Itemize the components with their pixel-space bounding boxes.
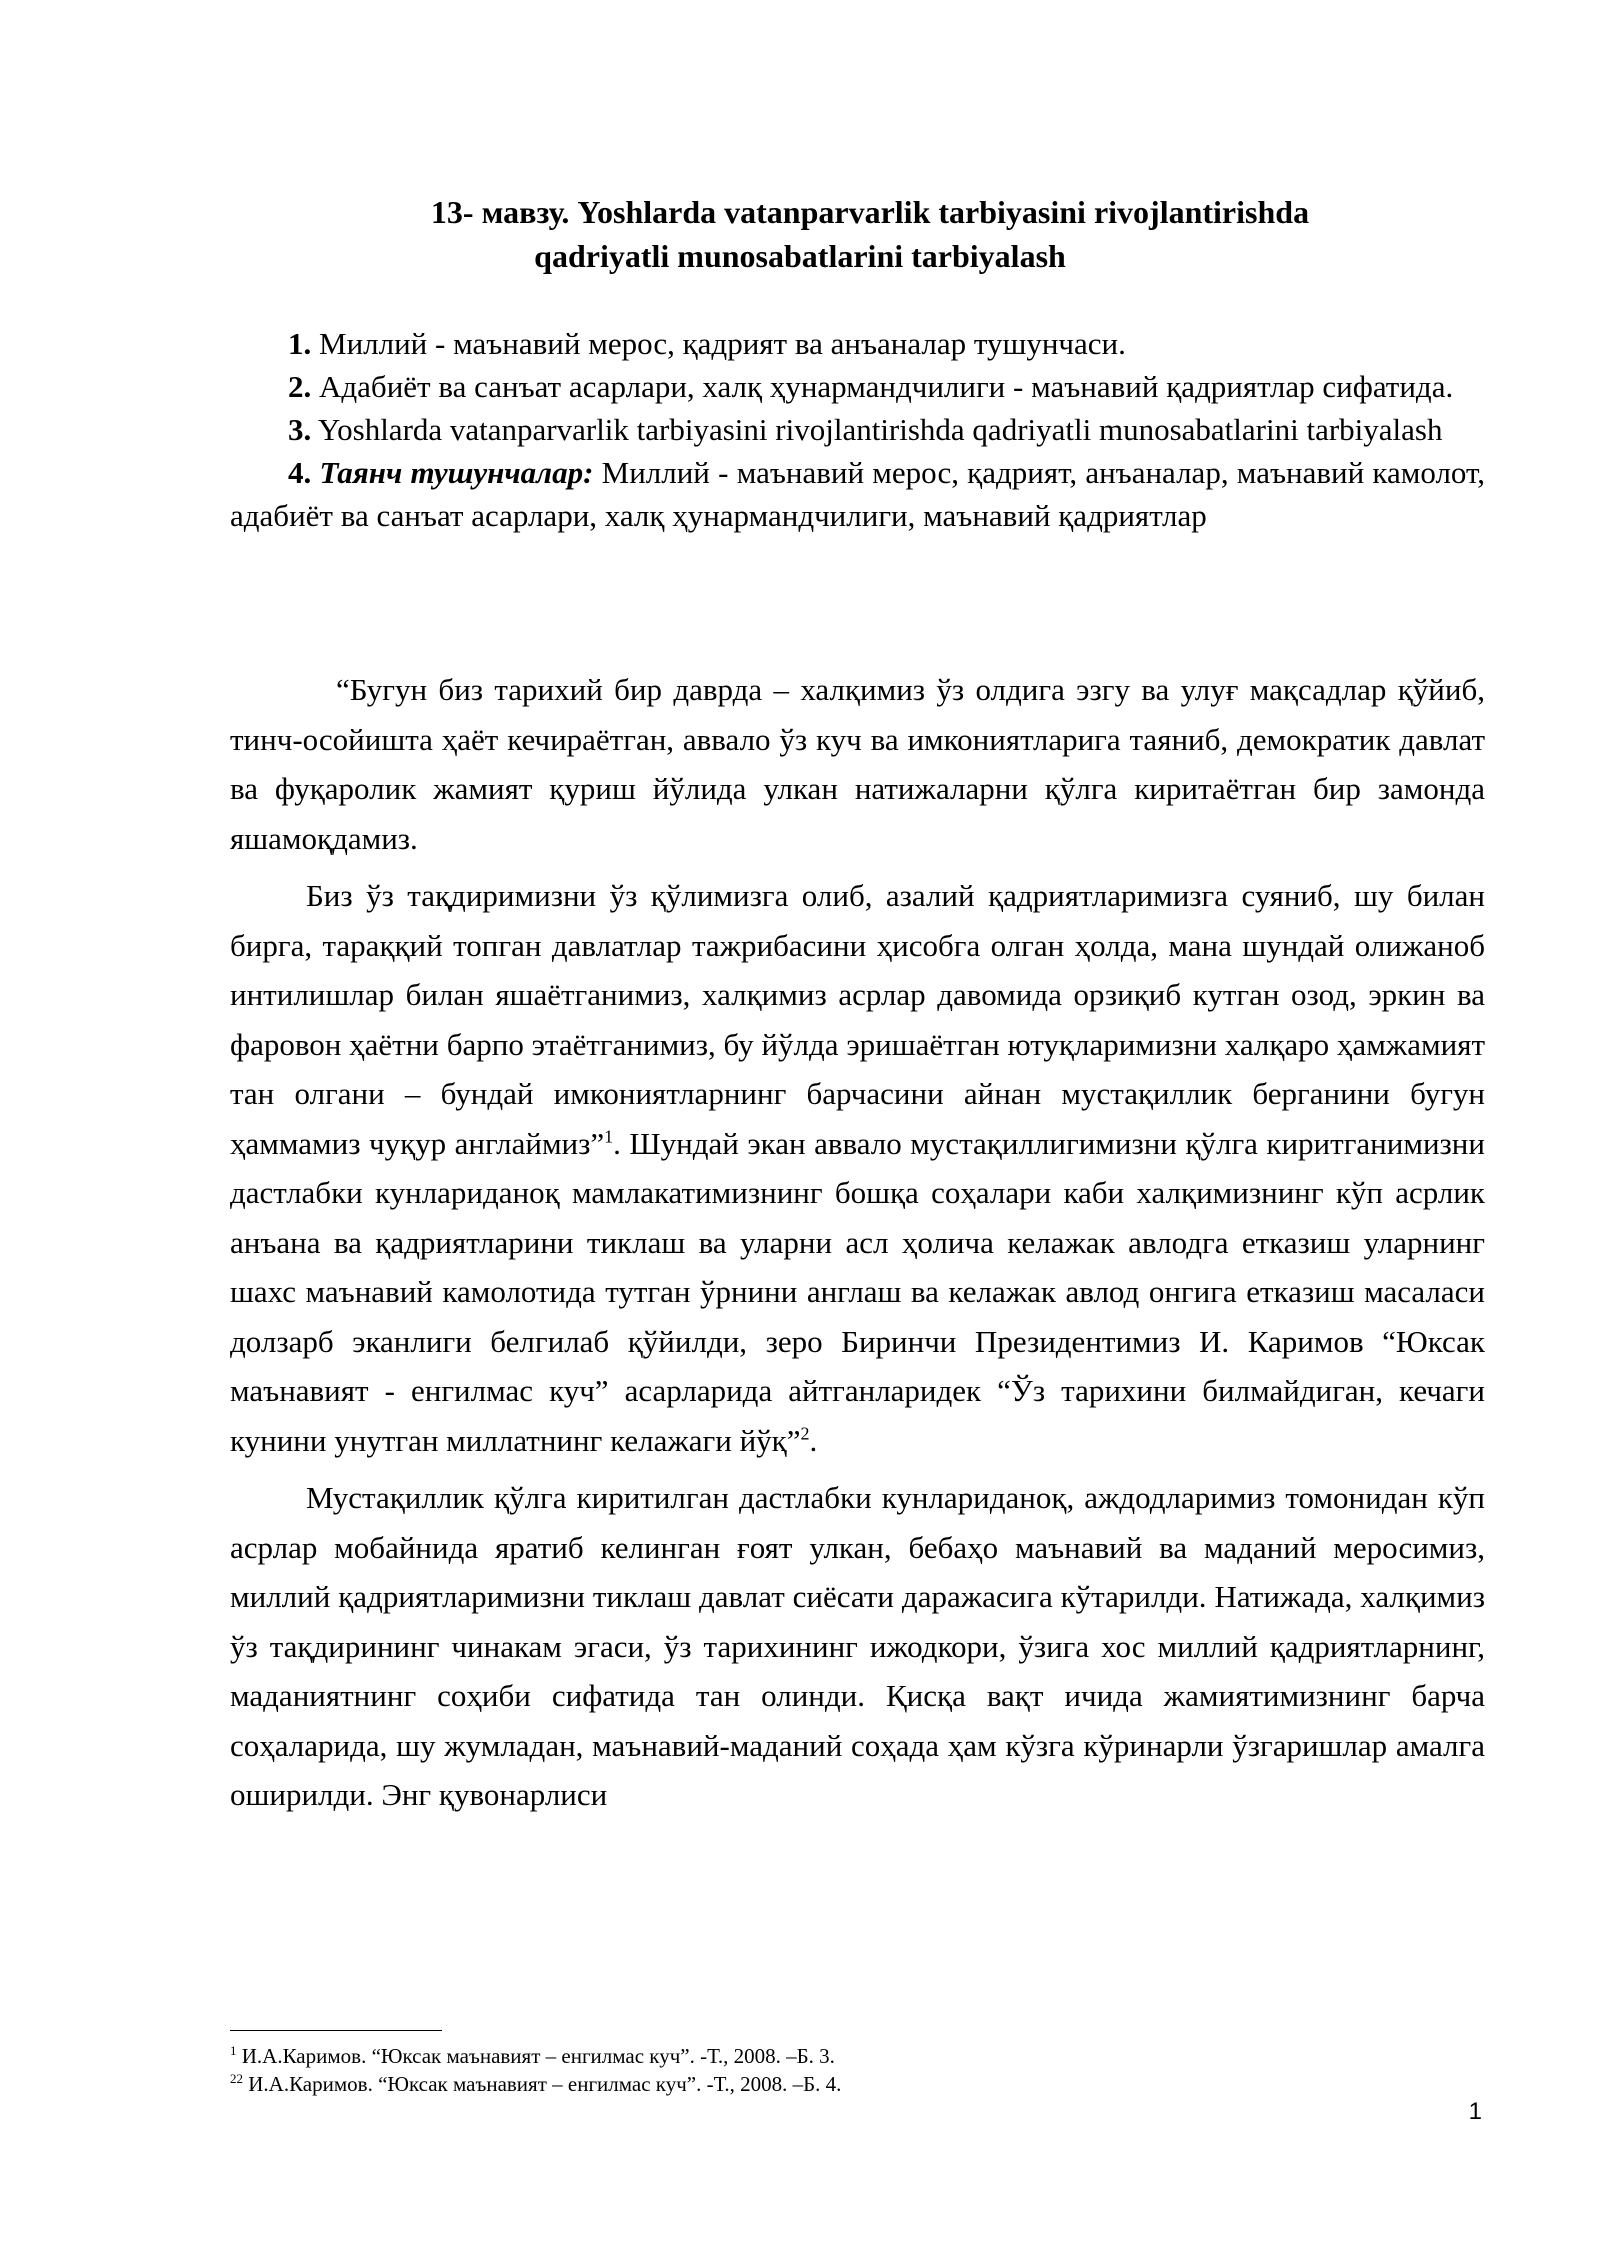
outline-item [230,365,1485,408]
footnote-mark: 1 [230,2043,237,2058]
paragraph-2-part-a: Биз ўз тақдиримизни ўз қўлимизга олиб, азалий қадриятларимизга суяниб, шу билан бирга, тараққий топган давлатлар тажрибасини ҳисобга олган ҳолда, мана шундай олижаноб интилишлар билан яшаётганимиз, халқимиз асрлар давомида орзиқиб кутган озод, эркин ва фаровон ҳаётни барпо этаётганимиз, бу йўлда эришаётган ютуқларимизни халқаро ҳамжамият тан олгани – бундай имкониятларнинг барчасини айнан мустақиллик берганини бугун ҳаммамиз чуқур англаймиз” [230,878,1485,1161]
footnote-ref-1[interactable]: 1 [604,1126,614,1147]
topic-outline [230,322,1485,537]
paragraph-1: “Бугун биз тарихий бир даврда – халқимиз ўз олдига эзгу ва улуғ мақсадлар қўйиб, тинч-осойишта ҳаёт кечираётган, аввало ўз куч ва имкониятларига таяниб, демократик давлат ва фуқаролик жамият қуриш йўлида улкан натижаларни қўлга киритаётган бир замонда яшамоқдамиз. [230,672,1485,856]
outline-text: Адабиёт ва санъат асарлари, халқ ҳунармандчилиги - маънавий қадриятлар сифатида. [311,369,1454,404]
topic-title [230,190,1370,278]
footnote-separator [230,2030,442,2031]
outline-text: Миллий - маънавий мерос, қадрият, анъаналар, маънавий камолот, адабиёт ва санъат асарлари, халқ ҳунармандчилиги, маънавий қадриятлар [230,455,1485,533]
title-line-1: 13- мавзу. Yoshlarda vatanparvarlik tarbiyasini rivojlantirishda [430,194,1310,230]
outline-item [230,451,1485,537]
outline-number: 4. [288,455,312,490]
outline-item [230,322,1485,365]
footnote-1 [230,2042,1430,2070]
footnote-2 [230,2070,1430,2098]
footnote-text: И.А.Каримов. “Юксак маънавият – енгилмас куч”. -Т., 2008. –Б. 4. [243,2072,842,2096]
paragraph-2-part-b: . Шундай экан аввало мустақиллигимизни қўлга киритганимизни дастлабки кунлариданоқ мамлакатимизнинг бошқа соҳалари каби халқимизнинг кўп асрлик анъана ва қадриятларини тиклаш ва уларни асл ҳолича келажак авлодга етказиш уларнинг шахс маънавий камолотида тутган ўрнини англаш ва келажак авлод онгига етказиш масаласи долзарб эканлиги белгилаб қўйилди, зеро Биринчи Президентимиз И. Каримов “Юксак маънавият - енгилмас куч” асарларида айтганларидек “Ўз тарихини билмайдиган, кечаги кунини унутган миллатнинг келажаги йўқ” [230,1125,1485,1458]
paragraph-2-part-c: . [809,1422,818,1458]
footnotes [230,2042,1430,2098]
title-line-2: qadriyatli munosabatlarini tarbiyalash [534,238,1066,274]
page-number: 1 [1468,2098,1482,2125]
outline-text: Миллий - маънавий мерос, қадрият ва анъаналар тушунчаси. [311,326,1126,361]
paragraph-3: Мустақиллик қўлга киритилган дастлабки кунлариданоқ, аждодларимиз томонидан кўп асрлар мобайнида яратиб келинган ғоят улкан, бебаҳо маънавий ва маданий меросимиз, миллий қадриятларимизни тиклаш давлат сиёсати даражасига кўтарилди. Натижада, халқимиз ўз тақдирининг чинакам эгаси, ўз тарихининг ижодкори, ўзига хос миллий қадриятларнинг, маданиятнинг соҳиби сифатида тан олинди. Қисқа вақт ичида жамиятимизнинг барча соҳаларида, шу жумладан, маънавий-маданий соҳада ҳам кўзга кўринарли ўзгаришлар амалга оширилди. Энг қувонарлиси [230,1480,1485,1812]
body-text [230,665,1485,1820]
footnote-ref-2[interactable]: 2 [800,1423,810,1444]
outline-item [230,408,1485,451]
paragraph-2 [230,871,1485,1465]
outline-number: 3. [288,412,312,447]
outline-text: Yoshlarda vatanparvarlik tarbiyasini rivojlantirishda qadriyatli munosabatlarini tarbiyalash [311,412,1443,447]
outline-number: 1. [288,326,312,361]
footnote-text: И.А.Каримов. “Юксак маънавият – енгилмас куч”. -Т., 2008. –Б. 3. [236,2044,835,2068]
outline-number: 2. [288,369,312,404]
footnote-mark: 22 [230,2071,243,2086]
key-concepts-label: Таянч тушунчалар: [311,455,594,490]
